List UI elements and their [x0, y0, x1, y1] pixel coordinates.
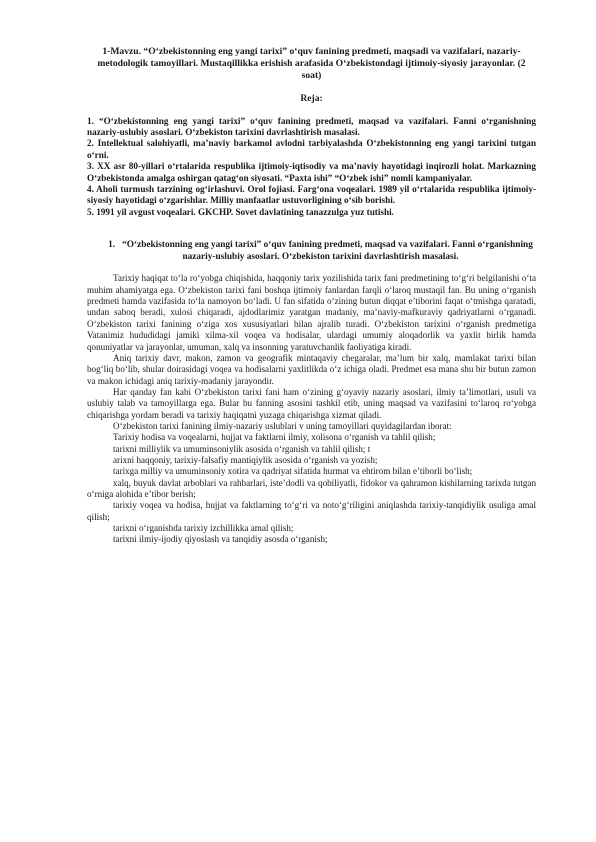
- list-item: tarixni o‘rganishda tarixiy izchillikka amal qilish;: [113, 523, 294, 534]
- list-item: tarixni ilmiy-ijodiy qiyoslash va tanqidiy asosda o‘rganish;: [113, 534, 328, 545]
- body-text: [87, 273, 536, 545]
- list-item: arixni haqqoniy, tarixiy-falsafiy mantiqiylik asosida o‘rganish va yozish;: [113, 454, 378, 465]
- list-item: Tarixiy hodisa va voqealarni, hujjat va faktlarni ilmiy, xolisona o‘rganish va tahlil qilish;: [113, 432, 436, 443]
- plan-heading: Reja:: [300, 92, 323, 104]
- plan-item-2: 2. Intellektual salohiyatli, ma’naviy barkamol avlodni tarbiyalashda O‘zbekistonning eng yangi tarixini tutgan o‘rni.: [87, 138, 536, 160]
- list-item: xalq, buyuk davlat arboblari va rahbarlari, iste’dodli va qobiliyatli, fidokor va qahramon kishilarning tarixda tutgan o‘rniga alohida e’tibor berish;: [87, 477, 536, 499]
- paragraph: Har qanday fan kabi O‘zbekiston tarixi fani ham o‘zining g‘oyaviy nazariy asoslari, ilmiy ta’limotlari, usuli va uslubiy talab va tamoyillarga ega. Bular bu fanning asosini tashkil etib, uning maqsad va vazifasini to‘laroq ro‘yobga chiqarishga yordam beradi va tarixiy haqiqatni yuzaga chiqarishga xizmat qiladi.: [87, 386, 536, 420]
- paragraph: Tarixiy haqiqat to‘la ro‘yobga chiqishida, haqqoniy tarix yozilishida tarix fani predmetining to‘g‘ri belgilanishi o‘ta muhim ahamiyatga ega. O‘zbekiston tarixi fani boshqa ijtimoiy fanlardan farqli o‘laroq mustaqil fan. Bu uning o‘rganish predmeti hamda vazifasida to‘la namoyon bo‘ladi. U fan sifatida o‘zining butun diqqat e’tiborini faqat o‘tmishga qaratadi, undan saboq beradi, xulosi chiqaradi, ajdodlarimiz yaratgan madaniy, ma’naviy-mafkuraviy qadriyatlarni o‘rganadi. O‘zbekiston tarixi fanining o‘ziga xos xususiyatlari bilan ajralib turadi. O‘zbekiston tarixini o‘rganish predmetiga Vatanimiz hududidagi jamiki xilma-xil voqea va hodisalar, ulardagi umumiy aloqadorlik va yaxlit birlik hamda qonuniyatlar va jarayonlar, umuman, xalq va insonning yaratuvchanlik faoliyatiga kiradi.: [87, 273, 536, 352]
- plan-item-3: 3. XX asr 80-yillari o‘rtalarida respublika ijtimoiy-iqtisodiy va ma’naviy hayotidagi inqirozli holat. Markazning O‘zbekistonda amalga oshirgan qatag‘on siyosati. “Paxta ishi” “O‘zbek ishi” nomli kampaniyalar.: [87, 161, 536, 183]
- section-heading-text: “O‘zbekistonning eng yangi tarixi” o‘quv fanining predmeti, maqsad va vazifalari. Fanni o‘rganishning nazariy-uslubiy asoslari. O‘zbekiston tarixini davrlashtirish masalasi.: [122, 240, 533, 262]
- section-heading: [87, 240, 536, 263]
- list-item: tarixiy voqea va hodisa, hujjat va faktlarning to‘g‘ri va noto‘g‘riligini aniqlashda tarixiy-tanqidiylik usuliga amal qilish;: [87, 500, 536, 522]
- section-number: 1.: [108, 240, 116, 251]
- plan-list: [87, 116, 536, 219]
- paragraph: O‘zbekiston tarixi fanining ilmiy-nazariy uslublari v uning tamoyillari quyidagilardan iborat:: [113, 420, 452, 431]
- plan-item-5: 5. 1991 yil avgust voqealari. GKCHP. Sovet davlatining tanazzulga yuz tutishi.: [87, 206, 394, 217]
- paragraph: Aniq tarixiy davr, makon, zamon va geografik mintaqaviy chegaralar, ma’lum bir xalq, mamlakat tarixi bilan bog‘liq bo‘lib, shular doirasidagi voqea va hodisalarni yaxlitlikda o‘z ichiga oladi. Predmet esa mana shu bir butun zamon va makon ichidagi aniq tarixiy-madaniy jarayondir.: [87, 352, 536, 386]
- list-item: tarixga milliy va umuminsoniy xotira va qadriyat sifatida hurmat va ehtirom bilan e’tiborli bo‘lish;: [113, 466, 473, 477]
- plan-item-1: 1. “O‘zbekistonning eng yangi tarixi” o‘quv fanining predmeti, maqsad va vazifalari. Fanni o‘rganishning nazariy-uslubiy asoslari. O‘zbekiston tarixini davrlashtirish masalasi.: [87, 115, 536, 138]
- document-title: 1-Mavzu. “O‘zbekistonning eng yangi tarixi” o‘quv fanining predmeti, maqsadi va vazifalari, nazariy-metodologik tamoyillari. Mustaqillikka erishish arafasida O‘zbekistondagi ijtimoiy-siyosiy jarayonlar. (2 soat): [97, 46, 526, 82]
- plan-item-4: 4. Aholi turmush tarzining og‘irlashuvi. Orol fojiasi. Farg‘ona voqealari. 1989 yil o‘rtalarida respublika ijtimoiy-siyosiy hayotidagi o‘zgarishlar. Milliy manfaatlar ustuvorligining o‘sib borishi.: [87, 184, 536, 206]
- list-item: tarixni milliylik va umuminsoniylik asosida o‘rganish va tahlil qilish; t: [113, 443, 371, 454]
